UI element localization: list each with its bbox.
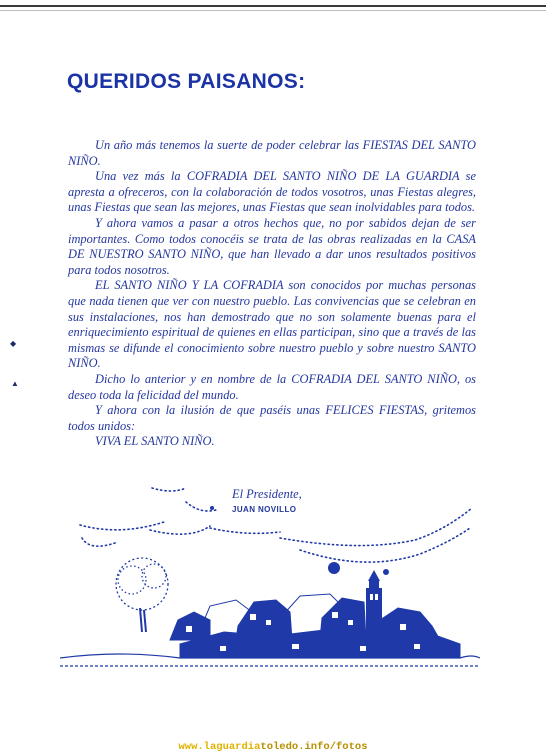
signature-title: El Presidente, xyxy=(232,487,302,501)
olive-tree xyxy=(116,558,168,632)
garland-string xyxy=(210,528,280,533)
letter-paragraph: Un año más tenemos la suerte de poder celebrar las FIESTAS DEL SANTO NIÑO. xyxy=(68,138,476,168)
margin-mark: ◆ xyxy=(10,339,17,348)
letter-paragraph: VIVA EL SANTO NIÑO. xyxy=(95,434,215,449)
signature-name: JUAN NOVILLO xyxy=(232,505,297,514)
lantern xyxy=(328,562,340,574)
letter-paragraph: Y ahora con la ilusión de que paséis unas FELICES FIESTAS, gritemos todos unidos: xyxy=(68,403,476,433)
lantern xyxy=(383,569,389,575)
garland-string xyxy=(150,526,210,534)
letter-paragraph: EL SANTO NIÑO Y LA COFRADIA son conocidos por muchas personas que nada tienen que ver con nuestro pueblo. Las convivencias que se celebran en sus instalaciones, nos han demostrado que no son solamente buenas para el enriquecimiento espiritual de quienes en ellas participan, sino que a través de las mismas se difunde el conocimiento sobre nuestro pueblo y sobre nuestro SANTO NIÑO. xyxy=(68,278,476,371)
margin-mark: ▲ xyxy=(11,379,19,388)
lantern xyxy=(210,506,214,510)
footer-watermark xyxy=(0,741,546,753)
top-border-line-thin xyxy=(0,10,546,11)
footer-url-part1: www.laguardia xyxy=(178,741,261,753)
letter-paragraph: Una vez más la COFRADIA DEL SANTO NIÑO DE LA GUARDIA se apresta a ofreceros, con la colaboración de todos vosotros, unas Fiestas alegres, unas Fiestas que sean las mejores, unas Fiestas que sean inolvidables para todos. xyxy=(68,169,476,215)
top-border-line xyxy=(0,5,546,7)
page-title: QUERIDOS PAISANOS: xyxy=(67,70,306,93)
letter-paragraph: Y ahora vamos a pasar a otros hechos que, no por sabidos dejan de ser importantes. Como todos conocéis se trata de las obras realizadas en la CASA DE NUESTRO SANTO NIÑO, que han llevado a dar unos resultados positivos para todos nosotros. xyxy=(68,215,476,277)
garland-string xyxy=(280,508,472,546)
signature-block xyxy=(232,487,302,514)
letter-paragraph: Dicho lo anterior y en nombre de la COFRADIA DEL SANTO NIÑO, os deseo toda la felicidad del mundo. xyxy=(68,371,476,402)
garland-string xyxy=(152,488,186,491)
garland-string xyxy=(82,538,118,546)
letter-body xyxy=(68,138,476,450)
footer-url-part2: toledo.info/fotos xyxy=(260,741,368,753)
garland-string xyxy=(80,522,164,530)
